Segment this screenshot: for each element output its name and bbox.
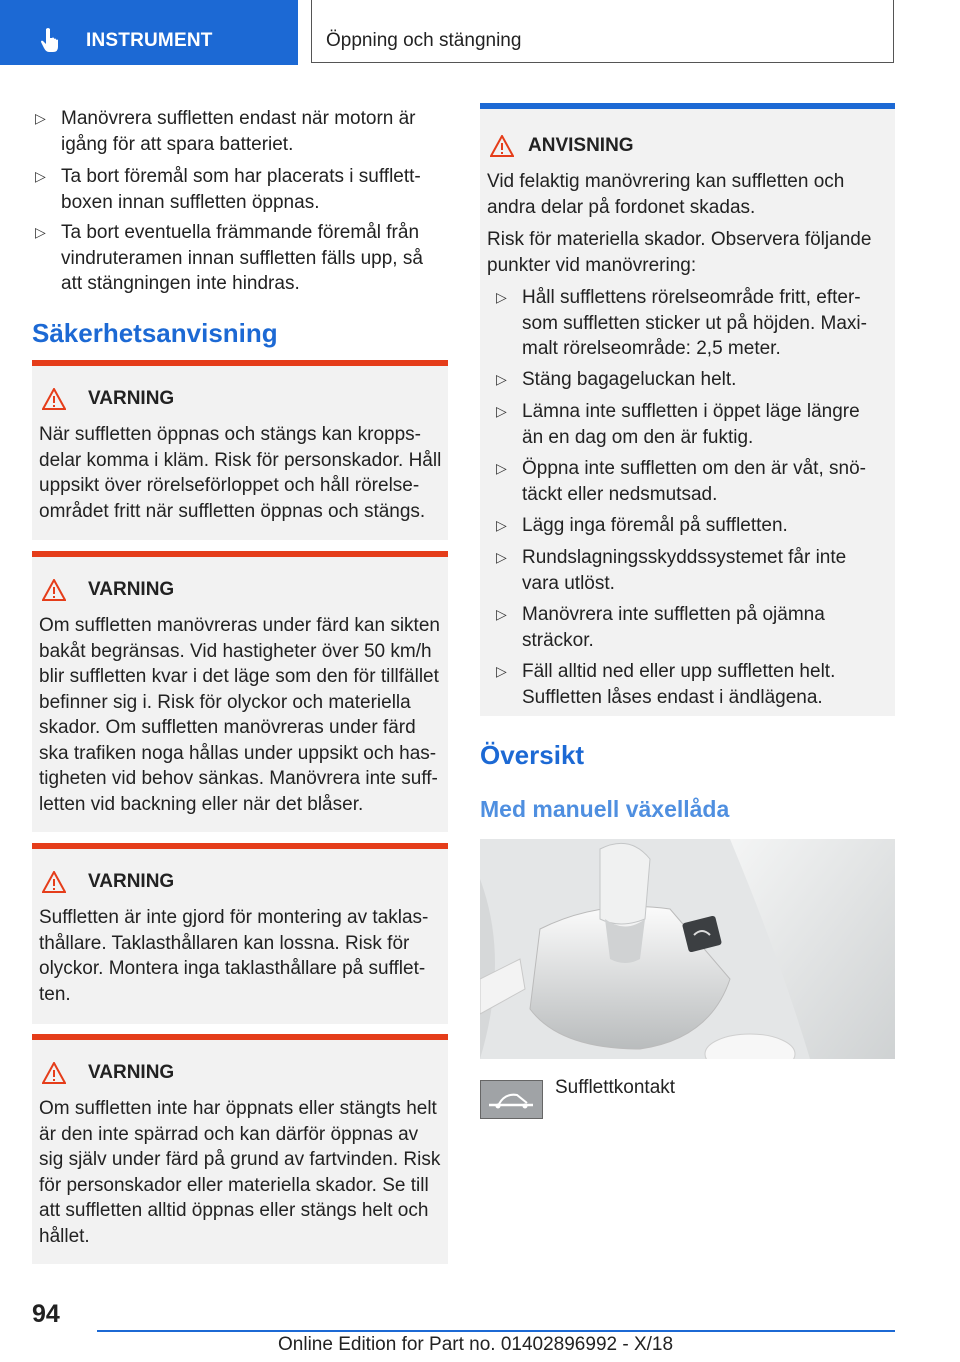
footer-divider [97,1330,895,1332]
warning-heading: VARNING [88,388,175,409]
page-header [311,0,894,63]
triangle-bullet-icon: ▷ [496,371,507,387]
triangle-bullet-icon: ▷ [496,663,507,679]
footer-edition: Online Edition for Part no. 01402896992 - X/18 [278,1334,674,1355]
notice-box [480,103,895,716]
convertible-top-switch-icon [480,1080,543,1119]
list-item: ▷ Rundslagningsskyddssystemet får inte vara utlöst. [496,547,847,594]
warning-triangle-icon [42,388,66,410]
chapter-tab[interactable] [0,0,298,65]
triangle-bullet-icon: ▷ [496,549,507,565]
list-item: ▷ Stäng bagageluckan helt. [522,367,877,393]
section-heading: Säkerhetsanvisning [32,318,278,348]
warning-heading: VARNING [88,1062,175,1083]
list-item: ▷ Håll sufflettens rörelseområde fritt, efter- som suffletten sticker ut på höjden. Maxi- malt rörelseområde: 2,5 meter. [496,287,867,359]
triangle-bullet-icon: ▷ [496,289,507,305]
warning-triangle-icon [42,579,66,601]
notice-heading: ANVISNING [528,135,634,156]
legend-label: Sufflettkontakt [555,1077,676,1098]
list-item: ▷ Lägg inga föremål på suffletten. [522,513,877,539]
list-item: ▷ Lämna inte suffletten i öppet läge längre än en dag om den är fuktig. [496,401,860,448]
overview-heading: Översikt [480,740,585,770]
triangle-bullet-icon: ▷ [496,460,507,476]
warning-text: Om suffletten manövreras under färd kan sikten bakåt begränsas. Vid hastigheter över 50 km/h blir suffletten kvar i det läge som den för tillfället befinner sig i. Risk för olyckor och materiella skador. Om suffletten manövreras under färd ska trafiken noga hållas under uppsikt och has- tigheten vid behov sänkas. Manövrera inte suff- letten vid backning eller när det blåser. [39,615,440,815]
list-item: ▷ Öppna inte suffletten om den är våt, snö- täckt eller nedsmutsad. [496,458,866,505]
warning-text: När suffletten öppnas och stängs kan kropps- delar komma i kläm. Risk för personskador. Håll uppsikt över rörelseförloppet och håll rörelse- området fritt när suffletten öppnas och stängs. [39,424,442,522]
triangle-bullet-icon: ▷ [496,403,507,419]
warning-text: Suffletten är inte gjord för montering av taklas- thållare. Taklasthållaren kan lossna. Risk för olyckor. Montera inga taklasthållare på sufflet- ten. [39,907,429,1005]
warning-triangle-icon [42,1062,66,1084]
triangle-bullet-icon: ▷ [496,517,507,533]
warning-box [32,1034,448,1264]
chapter-tab-label: INSTRUMENT [86,30,213,51]
gear-shifter-illustration [480,839,895,1059]
notice-triangle-icon [490,135,514,157]
notice-text: Risk för materiella skador. Observera följande punkter vid manövrering: [487,229,872,276]
triangle-bullet-icon: ▷ [35,168,46,184]
notice-text: Vid felaktig manövrering kan suffletten och andra delar på fordonet skadas. [487,171,845,218]
warning-box [32,360,448,540]
triangle-bullet-icon: ▷ [35,110,46,126]
warning-heading: VARNING [88,871,175,892]
page-number: 94 [32,1300,60,1328]
triangle-bullet-icon: ▷ [496,606,507,622]
page-title: Öppning och stängning [326,30,522,51]
list-item: ▷ Manövrera suffletten endast när motorn är igång för att spara batteriet. [35,108,416,155]
overview-subheading: Med manuell växellåda [480,796,730,822]
list-item: ▷ Ta bort eventuella främmande föremål från vindruteramen innan suffletten fälls upp, så att stängningen inte hindras. [35,222,423,294]
list-item: ▷ Manövrera inte suffletten på ojämna sträckor. [496,604,825,651]
warning-heading: VARNING [88,579,175,600]
list-item: ▷ Ta bort föremål som har placerats i sufflett- boxen innan suffletten öppnas. [35,166,421,213]
warning-triangle-icon [42,871,66,893]
list-item: ▷ Fäll alltid ned eller upp suffletten helt. Suffletten låses endast i ändlägena. [496,661,836,708]
console-photo [480,839,895,1059]
warning-box [32,551,448,832]
warning-text: Om suffletten inte har öppnats eller stängts helt är den inte spärrad och kan därför öppnas av sig själv under färd på grund av fartvinden. Risk för personskador eller materiella skador. Se till att suffletten alltid öppnas eller stängs helt och hållet. [39,1098,441,1247]
warning-box [32,843,448,1024]
hand-pointer-icon [40,27,64,53]
triangle-bullet-icon: ▷ [35,224,46,240]
